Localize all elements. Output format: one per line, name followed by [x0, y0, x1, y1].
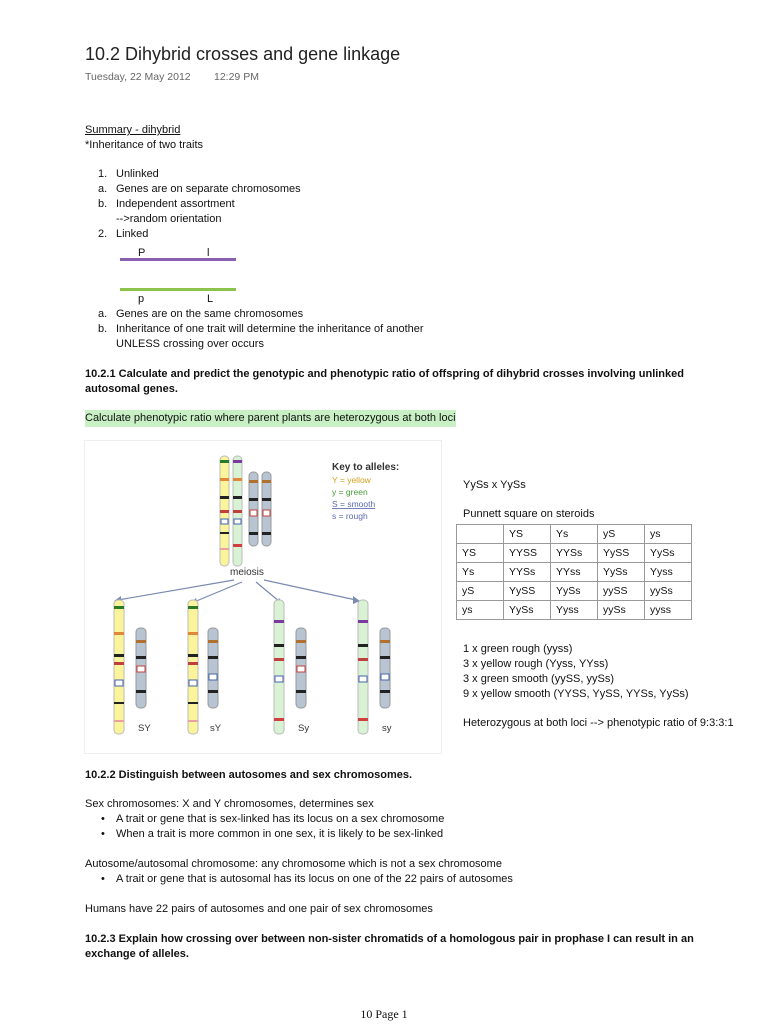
statement: Humans have 22 pairs of autosomes and one pair of sex chromosomes — [85, 903, 433, 915]
table-cell: yyss — [645, 601, 692, 620]
meiosis-diagram — [84, 440, 442, 754]
gamete-label: Sy — [298, 723, 310, 734]
definition: Autosome/autosomal chromosome: any chromosome which is not a sex chromosome — [85, 858, 502, 870]
list-number: b. — [98, 198, 108, 210]
bullet-icon: • — [101, 828, 105, 840]
bullet-icon: • — [101, 873, 105, 885]
table-cell: YYSs — [504, 563, 551, 582]
list-number: a. — [98, 183, 108, 195]
table-cell: yS — [457, 582, 504, 601]
key-green: y = green — [332, 487, 368, 497]
result-line: 9 x yellow smooth (YYSS, YySS, YYSs, YySs) — [463, 688, 689, 700]
list-item: Genes are on the same chromosomes — [116, 308, 304, 320]
key-smooth: S = smooth — [332, 499, 376, 509]
result-line: 1 x green rough (yyss) — [463, 643, 573, 655]
table-cell: Ys — [551, 525, 598, 544]
list-number: 1. — [98, 168, 108, 180]
page-time: 12:29 PM — [214, 71, 259, 83]
table-cell: yS — [598, 525, 645, 544]
conclusion: Heterozygous at both loci --> phenotypic ratio of 9:3:3:1 — [463, 717, 734, 729]
table-cell: YySS — [504, 582, 551, 601]
section-heading: 10.2.3 Explain how crossing over between non-sister chromatids of a homologous pair in prophase I can result in an — [85, 933, 694, 945]
gamete-label: SY — [138, 723, 151, 734]
section-heading: exchange of alleles. — [85, 948, 189, 960]
bullet-icon: • — [101, 813, 105, 825]
table-cell: YySs — [598, 563, 645, 582]
list-item: Inheritance of one trait will determine the inheritance of another — [116, 323, 424, 335]
section-heading: 10.2.1 Calculate and predict the genotypic and phenotypic ratio of offspring of dihybrid crosses involving unlinked — [85, 368, 684, 380]
linked-chromosome-bottom-line — [120, 288, 236, 291]
parent-chromosome-yellow — [220, 456, 229, 566]
table-cell: YS — [504, 525, 551, 544]
page-number: 10 Page 1 — [360, 1007, 408, 1021]
allele-label: P — [138, 247, 146, 259]
list-number: a. — [98, 308, 108, 320]
list-item: When a trait is more common in one sex, it is likely to be sex-linked — [116, 828, 444, 840]
cross-parents: YySs x YySs — [463, 479, 526, 491]
table-cell: YySS — [598, 544, 645, 563]
table-cell — [457, 525, 504, 544]
list-item: Unlinked — [116, 168, 159, 180]
allele-label: p — [138, 293, 145, 305]
table-cell: YYss — [551, 563, 598, 582]
list-item: A trait or gene that is sex-linked has its locus on a sex chromosome — [116, 813, 445, 825]
table-cell: yySs — [645, 582, 692, 601]
definition: Sex chromosomes: X and Y chromosomes, determines sex — [85, 798, 374, 810]
table-cell: ys — [457, 601, 504, 620]
table-cell: Yyss — [551, 601, 598, 620]
punnett-title: Punnett square on steroids — [463, 508, 595, 520]
table-row — [457, 563, 692, 582]
page-date: Tuesday, 22 May 2012 — [85, 71, 191, 83]
parent-chromosome-grey-2 — [262, 472, 271, 546]
key-rough: s = rough — [332, 511, 368, 521]
table-cell: YySs — [551, 582, 598, 601]
table-cell: YYSS — [504, 544, 551, 563]
punnett-square — [456, 524, 692, 620]
section-heading: autosomal genes. — [85, 383, 178, 395]
list-item: Genes are on separate chromosomes — [116, 183, 301, 195]
table-cell: YySs — [645, 544, 692, 563]
table-cell: Ys — [457, 563, 504, 582]
gamete-label: sy — [382, 723, 392, 734]
table-cell: YS — [457, 544, 504, 563]
list-item: Linked — [116, 228, 149, 240]
highlighted-text: Calculate phenotypic ratio where parent plants are heterozygous at both loci — [85, 410, 456, 427]
summary-subheading: *Inheritance of two traits — [85, 139, 204, 151]
meiosis-label: meiosis — [230, 567, 264, 578]
table-cell: YYSs — [551, 544, 598, 563]
table-cell: yySS — [598, 582, 645, 601]
page-title: 10.2 Dihybrid crosses and gene linkage — [85, 44, 401, 64]
table-cell: Yyss — [645, 563, 692, 582]
section-heading: 10.2.2 Distinguish between autosomes and sex chromosomes. — [85, 769, 413, 781]
list-item-sub: -->random orientation — [116, 213, 222, 225]
result-line: 3 x green smooth (yySS, yySs) — [463, 673, 614, 685]
gamete-label: sY — [210, 723, 222, 734]
table-cell: yySs — [598, 601, 645, 620]
table-row — [457, 525, 692, 544]
table-row — [457, 601, 692, 620]
allele-label: L — [207, 293, 214, 305]
key-yellow: Y = yellow — [332, 475, 371, 485]
parent-chromosome-green — [233, 456, 242, 566]
table-cell: YySs — [504, 601, 551, 620]
list-item: A trait or gene that is autosomal has its locus on one of the 22 pairs of autosomes — [116, 873, 513, 885]
table-cell: ys — [645, 525, 692, 544]
table-row — [457, 582, 692, 601]
result-line: 3 x yellow rough (Yyss, YYss) — [463, 658, 609, 670]
key-title: Key to alleles: — [332, 462, 400, 473]
allele-label: l — [207, 247, 210, 259]
parent-chromosome-grey-1 — [249, 472, 258, 546]
summary-heading: Summary - dihybrid — [85, 124, 181, 136]
list-item-sub: UNLESS crossing over occurs — [116, 338, 264, 350]
list-number: b. — [98, 323, 108, 335]
table-row — [457, 544, 692, 563]
list-number: 2. — [98, 228, 108, 240]
list-item: Independent assortment — [116, 198, 235, 210]
